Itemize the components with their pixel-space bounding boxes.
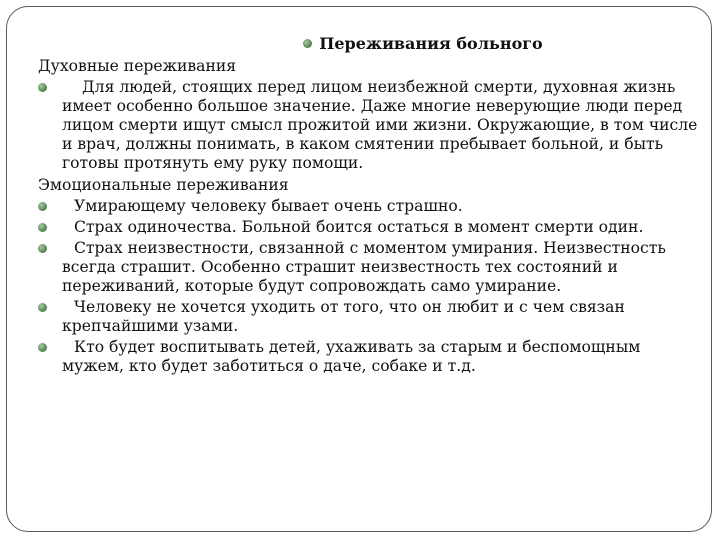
list-item: [38, 78, 698, 173]
slide-title-text: Переживания больного: [319, 34, 543, 53]
list-item: [38, 239, 698, 296]
bullet-icon: [38, 202, 47, 211]
slide-content: [38, 34, 698, 376]
section-heading-spiritual: Духовные переживания: [38, 57, 237, 75]
list-item: [38, 218, 698, 237]
bullet-icon: [38, 303, 47, 312]
bullet-icon: [38, 343, 47, 352]
slide-title: [148, 34, 698, 53]
list-item: [38, 298, 698, 336]
list-item: [38, 338, 698, 376]
bullet-icon: [38, 244, 47, 253]
list-item-text: Кто будет воспитывать детей, ухаживать за старым и беспомощным мужем, кто будет заботиться о даче, собаке и т.д.: [62, 338, 641, 375]
bullet-icon: [303, 39, 312, 48]
list-item-text: Страх одиночества. Больной боится остаться в момент смерти один.: [74, 218, 644, 236]
list-item-text: Человеку не хочется уходить от того, что он любит и с чем связан крепчайшими узами.: [62, 298, 625, 335]
list-item-text: Для людей, стоящих перед лицом неизбежной смерти, духовная жизнь имеет особенно большое значение. Даже многие неверующие люди перед лицом смерти ищут смысл прожитой ими жизни. Окружающие, в том числе и врач, должны понимать, в каком смятении пребывает больной, и быть готовы протянуть ему руку помощи.: [62, 78, 698, 172]
list-item-text: Умирающему человеку бывает очень страшно.: [74, 197, 463, 215]
section-heading-emotional: Эмоциональные переживания: [38, 176, 289, 194]
list-item-text: Страх неизвестности, связанной с моментом умирания. Неизвестность всегда страшит. Особенно страшит неизвестность тех состояний и переживаний, которые будут сопровождать само умирание.: [62, 239, 666, 295]
list-item: [38, 197, 698, 216]
bullet-icon: [38, 223, 47, 232]
bullet-icon: [38, 83, 47, 92]
